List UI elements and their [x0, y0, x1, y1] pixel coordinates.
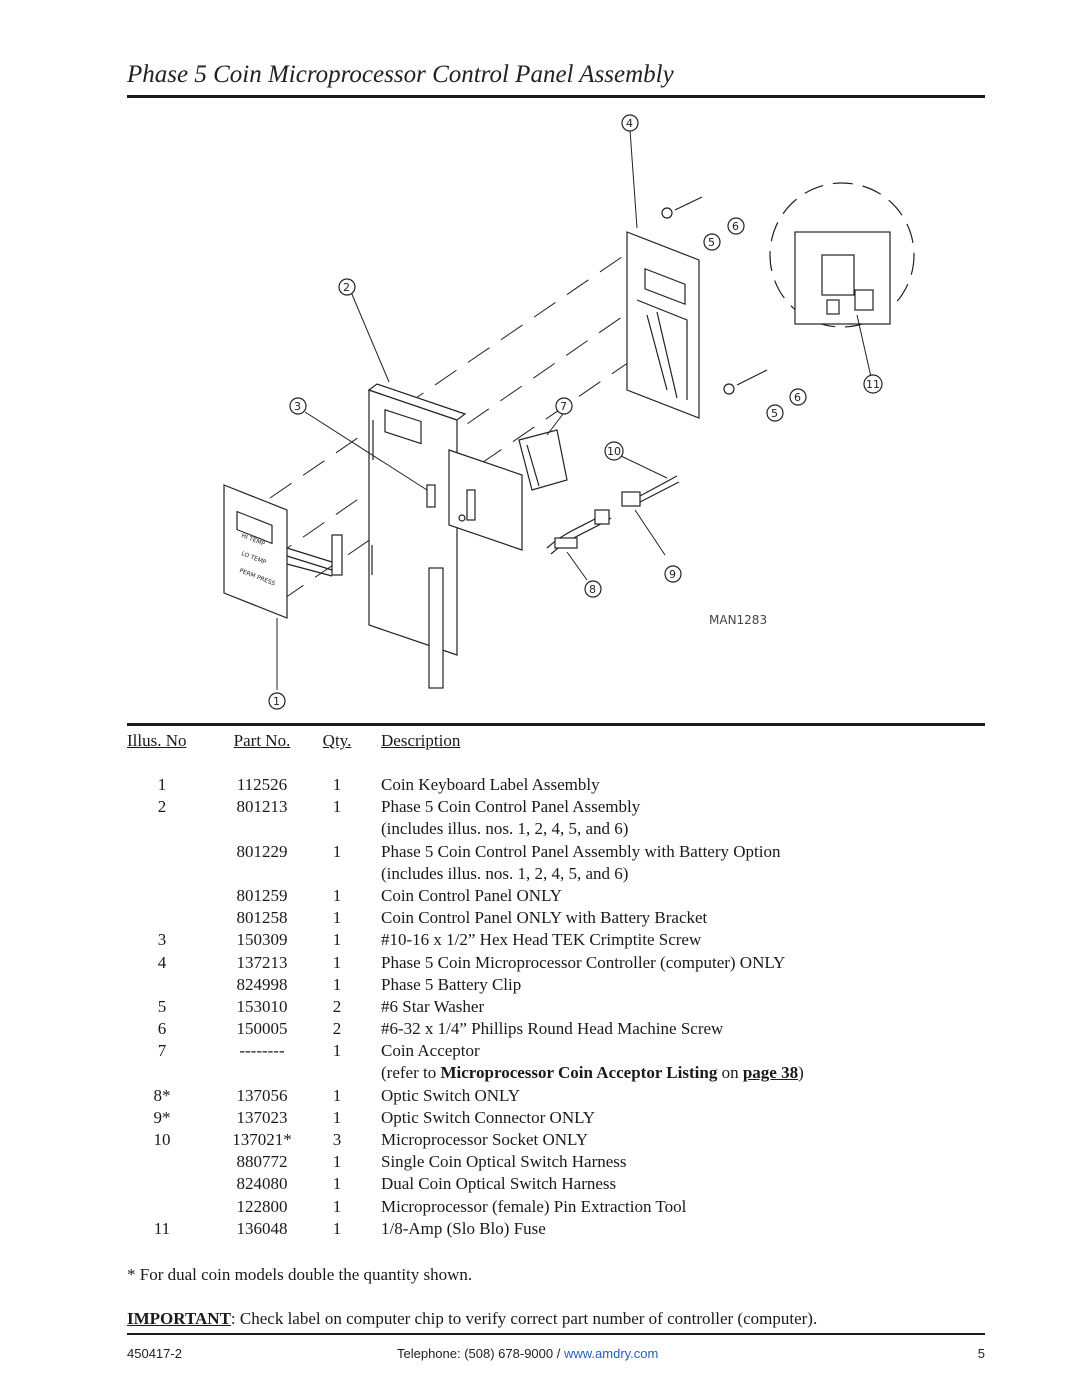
ref-middle: on [717, 1063, 743, 1083]
callout-11: 11 [866, 378, 880, 391]
table-row [127, 1040, 985, 1062]
table-row [127, 996, 985, 1018]
cell-part-no: 112526 [236, 775, 288, 794]
cell-qty: 1 [332, 885, 342, 905]
optic-harness-part [547, 476, 679, 554]
page-title: Phase 5 Coin Microprocessor Control Panel Assembly [127, 61, 674, 88]
drawing-id: MAN1283 [709, 613, 768, 627]
cell-qty: 1 [332, 1174, 342, 1194]
cell-description: 1/8-Amp (Slo Blo) Fuse [381, 1218, 546, 1238]
cell-part-no: 137023 [236, 1107, 288, 1127]
callout-2: 2 [343, 281, 350, 294]
cell-description: Coin Control Panel ONLY with Battery Bracket [381, 908, 708, 928]
cell-part-no: 122800 [236, 1196, 288, 1216]
header-illus-no: Illus. No [127, 731, 187, 750]
cell-qty: 1 [332, 930, 342, 950]
table-top-rule [127, 723, 985, 726]
cell-illus-no: 8* [153, 1085, 171, 1105]
cell-illus-no: 9* [153, 1107, 171, 1127]
cell-illus-no: 1 [157, 775, 167, 794]
ref-page-link[interactable]: page 38 [742, 1063, 799, 1083]
document-number: 450417-2 [127, 1346, 182, 1361]
ref-suffix: ) [798, 1063, 804, 1083]
callout-1: 1 [273, 695, 280, 708]
row-note: (includes illus. nos. 1, 2, 4, 5, and 6) [381, 819, 629, 839]
cell-part-no: 824998 [236, 974, 288, 994]
cell-description: #10-16 x 1/2” Hex Head TEK Crimptite Screw [381, 930, 702, 950]
callout-4: 4 [626, 117, 633, 130]
cell-description: Optic Switch Connector ONLY [381, 1107, 596, 1127]
table-row [127, 1196, 985, 1218]
header-qty: Qty. [322, 731, 352, 750]
table-row [127, 885, 985, 907]
keyboard-label-part [224, 485, 342, 618]
page-footer [127, 1346, 985, 1366]
callout-8: 8 [589, 583, 596, 596]
cell-qty: 3 [332, 1130, 342, 1149]
cell-description: Phase 5 Coin Control Panel Assembly with Battery Option [381, 841, 781, 861]
cell-description: Phase 5 Coin Control Panel Assembly [381, 797, 641, 817]
page-number: 5 [977, 1346, 985, 1361]
cell-description: Phase 5 Battery Clip [381, 974, 522, 994]
cell-illus-no: 6 [157, 1019, 167, 1039]
cell-illus-no: 4 [157, 952, 167, 972]
title-rule [127, 95, 985, 98]
cell-illus-no: 10 [153, 1130, 171, 1149]
table-row [127, 774, 985, 796]
cell-part-no: 150005 [236, 1019, 288, 1039]
callout-3: 3 [294, 400, 301, 413]
table-row [127, 1107, 985, 1129]
header-description: Description [381, 731, 461, 750]
table-row [127, 1085, 985, 1107]
cell-illus-no: 2 [157, 797, 167, 817]
table-row [127, 907, 985, 929]
coin-acceptor-reference [381, 1062, 804, 1084]
table-row [127, 1218, 985, 1240]
cell-qty: 1 [332, 775, 342, 794]
cell-description: Coin Control Panel ONLY [381, 885, 563, 905]
cell-part-no: 137213 [236, 952, 288, 972]
callouts [269, 115, 882, 709]
cell-description: Optic Switch ONLY [381, 1085, 521, 1105]
cell-part-no: 824080 [236, 1174, 288, 1194]
cell-illus-no: 7 [157, 1041, 167, 1061]
cell-qty: 2 [332, 996, 342, 1016]
table-row [127, 1062, 985, 1084]
cell-qty: 2 [332, 1019, 342, 1039]
callout-9: 9 [669, 568, 676, 581]
important-note [127, 1309, 817, 1329]
cell-part-no: 801229 [236, 841, 288, 861]
row-note: (includes illus. nos. 1, 2, 4, 5, and 6) [381, 863, 629, 883]
cell-description: Coin Keyboard Label Assembly [381, 775, 600, 794]
footnote: * For dual coin models double the quantity shown. [127, 1265, 473, 1284]
cell-illus-no: 3 [157, 930, 167, 950]
cell-illus-no: 5 [157, 996, 167, 1016]
header-part-no: Part No. [233, 731, 291, 750]
ref-listing-name: Microprocessor Coin Acceptor Listing [440, 1063, 718, 1083]
table-row [127, 929, 985, 951]
cell-qty: 1 [332, 952, 342, 972]
cell-qty: 1 [332, 974, 342, 994]
table-row [127, 818, 985, 840]
cell-illus-no: 11 [153, 1218, 171, 1238]
cell-description: Coin Acceptor [381, 1041, 480, 1061]
cell-part-no: 153010 [236, 996, 288, 1016]
cell-qty: 1 [332, 841, 342, 861]
cell-part-no: 137021* [232, 1130, 292, 1149]
exploded-assembly-diagram [127, 100, 985, 720]
telephone: Telephone: (508) 678-9000 / [397, 1346, 564, 1361]
control-panel-part [369, 384, 522, 688]
important-text: : Check label on computer chip to verify correct part number of controller (computer). [230, 1309, 818, 1328]
ref-prefix: (refer to [381, 1063, 441, 1083]
cell-part-no: -------- [239, 1041, 285, 1061]
cell-description: Microprocessor Socket ONLY [381, 1130, 588, 1149]
important-label: IMPORTANT [127, 1309, 231, 1328]
callout-5b: 5 [771, 407, 778, 420]
footer-rule [127, 1333, 985, 1335]
callout-10: 10 [607, 445, 621, 458]
table-row [127, 1151, 985, 1173]
cell-qty: 1 [332, 1041, 342, 1061]
cell-qty: 1 [332, 1107, 342, 1127]
cell-part-no: 137056 [236, 1085, 288, 1105]
table-row [127, 796, 985, 818]
table-row [127, 863, 985, 885]
cell-part-no: 801213 [236, 797, 288, 817]
cell-qty: 1 [332, 908, 342, 928]
cell-qty: 1 [332, 1152, 342, 1172]
callout-7: 7 [560, 400, 567, 413]
cell-qty: 1 [332, 1085, 342, 1105]
cell-description: Dual Coin Optical Switch Harness [381, 1174, 617, 1194]
table-row [127, 841, 985, 863]
parts-table [127, 730, 985, 1240]
cell-part-no: 136048 [236, 1218, 288, 1238]
parts-table-body [127, 774, 985, 1240]
cell-qty: 1 [332, 1196, 342, 1216]
callout-5a: 5 [708, 236, 715, 249]
website-link[interactable]: www.amdry.com [563, 1346, 659, 1361]
controller-board-part [627, 232, 699, 418]
cell-part-no: 801259 [236, 885, 288, 905]
parts-table-header [127, 730, 985, 752]
callout-6a: 6 [732, 220, 739, 233]
cell-description: Microprocessor (female) Pin Extraction Tool [381, 1196, 687, 1216]
cell-part-no: 880772 [236, 1152, 288, 1172]
cell-description: #6-32 x 1/4” Phillips Round Head Machine Screw [381, 1019, 724, 1039]
label-lo-temp: LO TEMP [240, 550, 268, 567]
table-row [127, 1129, 985, 1151]
fuse-detail-circle [770, 183, 914, 327]
coin-acceptor-part [519, 430, 567, 490]
table-row [127, 952, 985, 974]
label-perm-press: PERM PRESS [238, 567, 277, 588]
cell-qty: 1 [332, 797, 342, 817]
cell-description: Phase 5 Coin Microprocessor Controller (computer) ONLY [381, 952, 786, 972]
table-row [127, 1173, 985, 1195]
cell-part-no: 150309 [236, 930, 288, 950]
cell-part-no: 801258 [236, 908, 288, 928]
table-row [127, 974, 985, 996]
cell-qty: 1 [332, 1218, 342, 1238]
cell-description: Single Coin Optical Switch Harness [381, 1152, 627, 1172]
table-row [127, 1018, 985, 1040]
label-hi-temp: HI TEMP [240, 532, 266, 548]
callout-6b: 6 [794, 391, 801, 404]
telephone-line [397, 1346, 658, 1361]
cell-description: #6 Star Washer [381, 996, 485, 1016]
